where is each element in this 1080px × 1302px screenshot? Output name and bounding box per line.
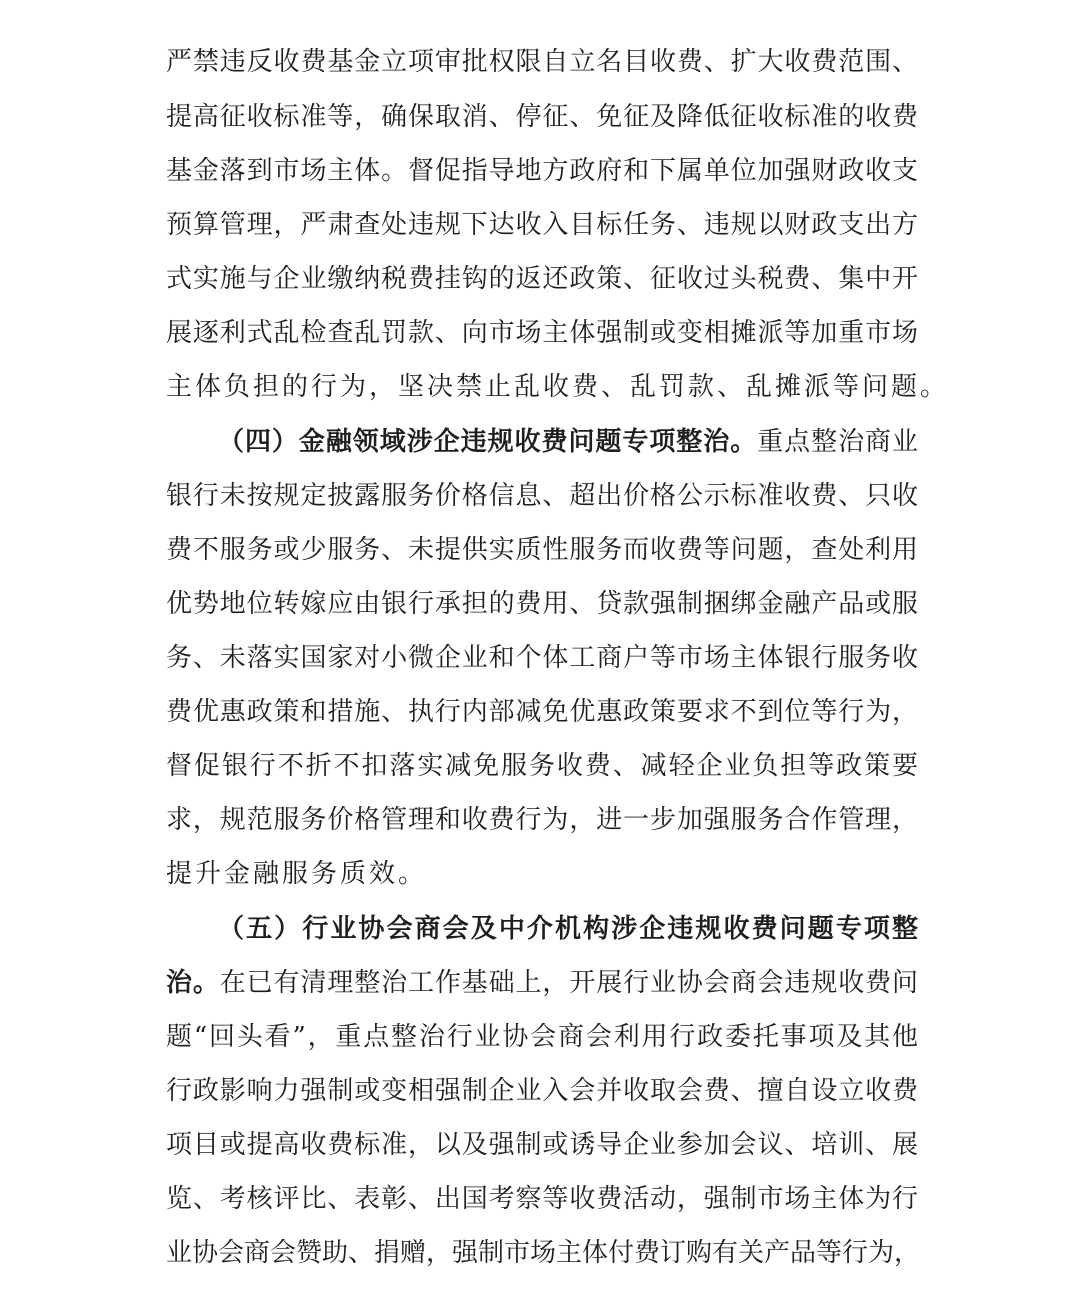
body-text-line: 展逐利式乱检查乱罚款、向市场主体强制或变相摊派等加重市场 (166, 318, 918, 348)
body-text-line: 求，规范服务价格管理和收费行为，进一步加强服务合作管理， (166, 805, 918, 835)
section-4-first-line-text: 重点整治商业 (757, 427, 918, 457)
body-text-line: 主体负担的行为，坚决禁止乱收费、乱罚款、乱摊派等问题。 (166, 372, 950, 402)
body-text-line: 行政影响力强制或变相强制企业入会并收取会费、擅自设立收费 (166, 1076, 918, 1106)
body-text-line: 基金落到市场主体。督促指导地方政府和下属单位加强财政收支 (166, 156, 918, 186)
body-text-line: 项目或提高收费标准，以及强制或诱导企业参加会议、培训、展 (166, 1130, 918, 1160)
section-4-first-line (218, 422, 918, 462)
section-4-heading: （四）金融领域涉企违规收费问题专项整治。 (218, 427, 758, 457)
body-text-line: 费优惠政策和措施、执行内部减免优惠政策要求不到位等行为， (166, 697, 918, 727)
body-text-line: 览、考核评比、表彰、出国考察等收费活动，强制市场主体为行 (166, 1184, 918, 1214)
section-5-second-line (166, 963, 918, 1003)
body-text-line: 业协会商会赞助、捐赠，强制市场主体付费订购有关产品等行为， (166, 1238, 921, 1268)
body-text-line: 预算管理，严肃查处违规下达收入目标任务、违规以财政支出方 (166, 210, 918, 240)
body-text-line: 银行未按规定披露服务价格信息、超出价格公示标准收费、只收 (166, 481, 918, 511)
body-text-line: 提高征收标准等，确保取消、停征、免征及降低征收标准的收费 (166, 102, 918, 132)
section-5-heading: （五）行业协会商会及中介机构涉企违规收费问题专项整 (218, 914, 918, 944)
body-text-line: 督促银行不折不扣落实减免服务收费、减轻企业负担等政策要 (166, 751, 918, 781)
section-5-heading-end: 治。 (166, 968, 220, 998)
body-text-line: 费不服务或少服务、未提供实质性服务而收费等问题，查处利用 (166, 535, 918, 565)
section-5-second-line-text: 在已有清理整治工作基础上，开展行业协会商会违规收费问 (219, 968, 918, 998)
body-text-line: 提升金融服务质效。 (166, 859, 428, 889)
body-text-line: 题“回头看”，重点整治行业协会商会利用行政委托事项及其他 (166, 1022, 918, 1052)
body-text-line: 式实施与企业缴纳税费挂钩的返还政策、征收过头税费、集中开 (166, 264, 918, 294)
body-text-line: 严禁违反收费基金立项审批权限自立名目收费、扩大收费范围、 (166, 47, 918, 77)
body-text-line: 务、未落实国家对小微企业和个体工商户等市场主体银行服务收 (166, 643, 918, 673)
body-text-line: 优势地位转嫁应由银行承担的费用、贷款强制捆绑金融产品或服 (166, 589, 918, 619)
